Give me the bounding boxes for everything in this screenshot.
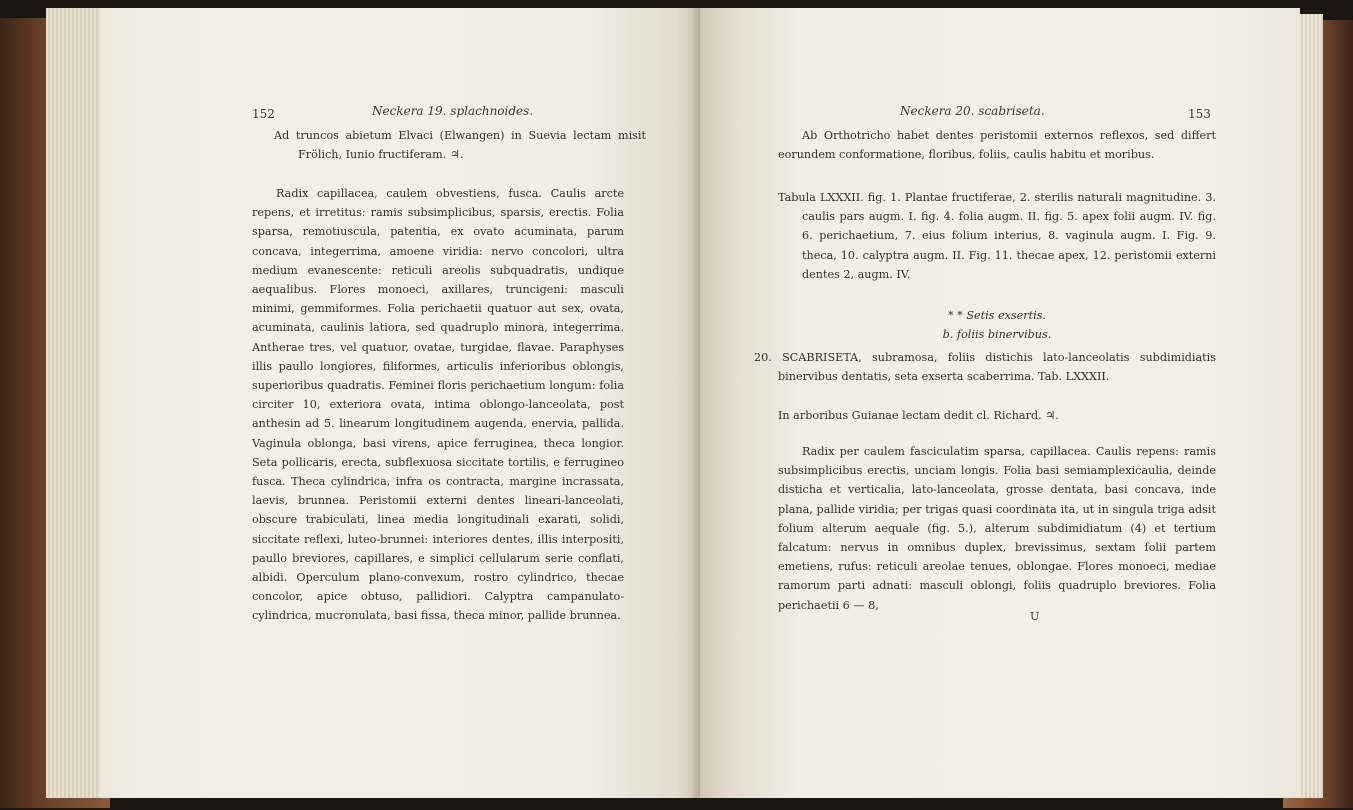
comparison-paragraph (778, 126, 1216, 164)
right-page (700, 8, 1300, 798)
signature-mark: U (1030, 610, 1040, 623)
section-heading-2: b. foliis binervibus. (942, 328, 1052, 342)
locality-paragraph (274, 126, 646, 164)
running-header: Neckera 19. splachnoides. (372, 104, 534, 118)
page-edges-left (46, 8, 106, 798)
section-heading (778, 306, 1216, 344)
page-number: 153 (1188, 107, 1211, 121)
species-description-text: Radix per caulem fasciculatim sparsa, capillacea. Caulis repens: ramis subsimplicibus erectis, unciam longis. Folia basi semiamplexicaulia, deinde disticha et verticalia, lato-lanceolata, grosse dentata, basi concava, inde plana, pallide viridia; per trigas quasi coordinata ita, ut in singula triga adsit folium alterum aequale (fig. 5.), alterum subdimidiatum (4) et tertium falcatum: nervus in omnibus duplex, brevissimus, sextam folii partem emetiens, rufus: reticuli areolae tenues, oblongae. Flores monoeci, mediae ramorum parti adnati: masculi oblongi, foliis quadruplo breviores. Folia perichaetii 6 — 8, (778, 445, 1216, 612)
species-diagnosis (754, 348, 1216, 386)
species-diagnosis-text: 20. SCABRISETA, subramosa, foliis distichis lato-lanceolatis subdimidiatis binervibus dentatis, seta exserta scaberrima. Tab. LXXXII. (754, 351, 1216, 384)
description-text: Radix capillacea, caulem obvestiens, fusca. Caulis arcte repens, et irretitus: ramis subsimplicibus, sparsis, erectis. Folia sparsa, remotiuscula, patentia, ex ovato acuminata, parum concava, integerrima, amoene viridia: nervo concolori, ultra medium evanescente: reticuli areolis subquadratis, undique aequalibus. Flores monoeci, axillares, truncigeni: masculi minimi, gemmiformes. Folia perichaetii quatuor aut sex, ovata, acuminata, caulinis latiora, sed quadruplo minora, integerrima. Antherae tres, vel quatuor, ovatae, turgidae, flavae. Paraphyses illis paullo longiores, filiformes, articulis inferioribus oblongis, superioribus quadratis. Feminei floris perichaetium longum: folia circiter 10, exteriora ovata, intima oblongo-lanceolata, post anthesin ad 5. linearum longitudinem augenda, enervia, pallida. Vaginula oblonga, basi virens, apice ferruginea, theca longior. Seta pollicaris, erecta, subflexuosa siccitate tortilis, e ferrugineo fusca. Theca cylindrica, infra os contracta, margine incrassata, laevis, brunnea. Peristomii externi dentes lineari-lanceolati, obscure trabiculati, linea media longitudinali exarati, solidi, siccitate reflexi, luteo-brunnei: interiores dentes, illis interpositi, paullo breviores, capillares, e simplici cellularum serie conflati, albidi. Operculum plano-convexum, rostro cylindrico, thecae concolor, apice obtuso, pallidiori. Calyptra campanulato-cylindrica, mucronulata, basi fissa, theca minor, pallide brunnea. (252, 187, 624, 623)
left-page (100, 8, 700, 798)
plate-caption (778, 188, 1216, 284)
plate-caption-text: Tabula LXXXII. fig. 1. Plantae fructiferae, 2. sterilis naturali magnitudine. 3. caulis pars augm. I. fig. 4. folia augm. II. fig. 5. apex folii augm. IV. fig. 6. perichaetium, 7. eius folium interius, 8. vaginula augm. I. Fig. 9. theca, 10. calyptra augm. II. Fig. 11. thecae apex, 12. peristomii externi dentes 2, augm. IV. (778, 191, 1216, 281)
habitat-text: In arboribus Guianae lectam dedit cl. Richard. ♃. (778, 409, 1059, 422)
page-number: 152 (252, 107, 275, 121)
section-heading-1: * * Setis exsertis. (948, 309, 1046, 322)
species-description (778, 442, 1216, 615)
habitat-paragraph (778, 406, 1216, 425)
locality-text: Ad truncos abietum Elvaci (Elwangen) in Suevia lectam misit Frölich, Iunio fructiferam. ♃. (274, 129, 646, 162)
running-header: Neckera 20. scabriseta. (900, 104, 1045, 118)
description-paragraph (252, 184, 624, 626)
comparison-text: Ab Orthotricho habet dentes peristomii externos reflexos, sed differt eorundem conformatione, floribus, foliis, caulis habitu et moribus. (778, 129, 1216, 162)
